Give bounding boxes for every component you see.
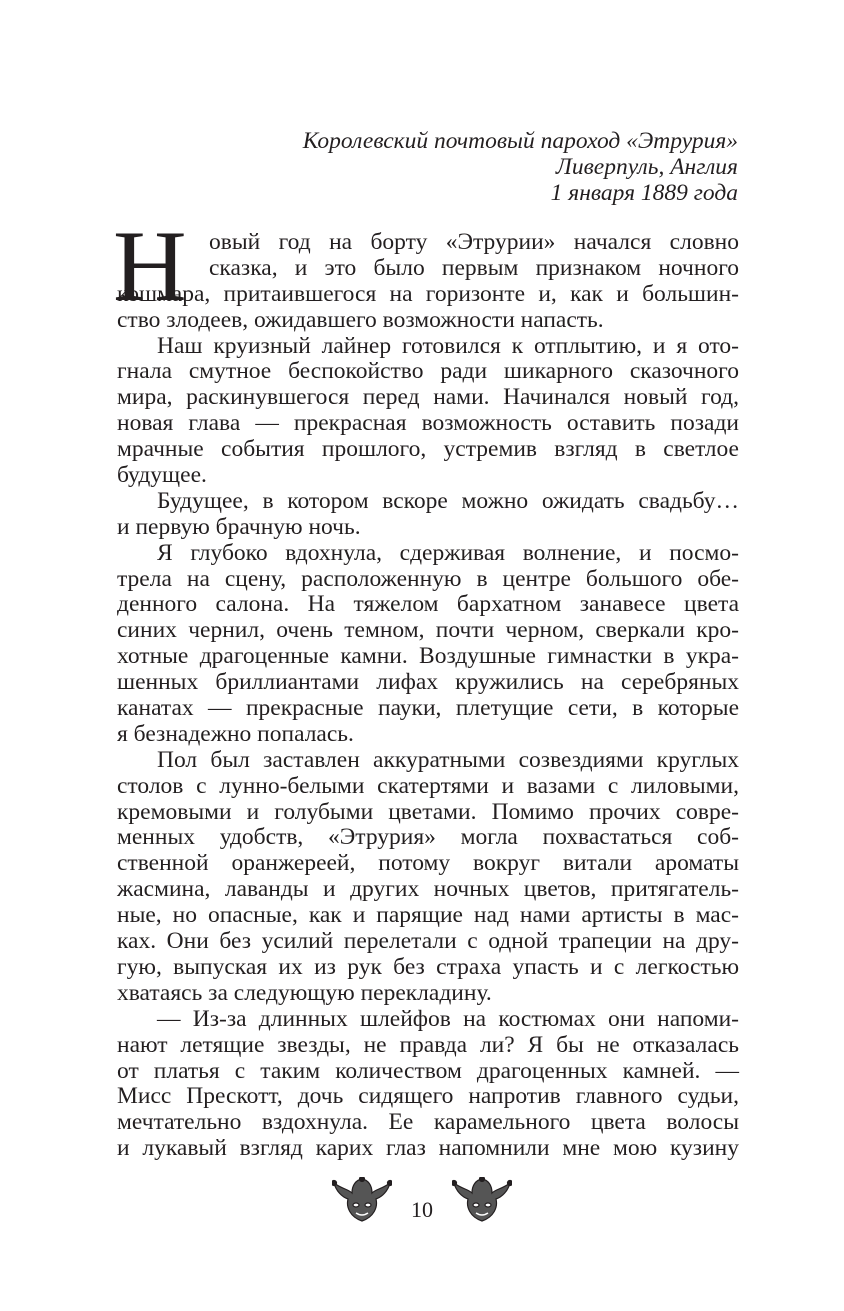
text-line: — Из-за длинных шлейфов на костюмах они напоми-	[157, 1005, 739, 1032]
jester-mask-icon	[452, 1177, 512, 1225]
text-line: гнала смутное беспокойство ради шикарного сказочного	[117, 358, 739, 385]
text-line: Мисс Прескотт, дочь сидящего напротив главного судьи,	[117, 1083, 739, 1110]
text-line: канатах — прекрасные пауки, плетущие сети, в которые	[117, 695, 739, 722]
body-text	[113, 210, 739, 1162]
text-line: мрачные события прошлого, устремив взгляд в светлое	[117, 436, 739, 463]
text-line: мечтательно вздохнула. Ее карамельного цвета волосы	[117, 1109, 739, 1136]
text-line: гую, выпуская их из рук без страха упасть и с легкостью	[117, 953, 739, 980]
heading-date: 1 января 1889 года	[550, 180, 738, 206]
text-line: Пол был заставлен аккуратными созвездиями круглых	[157, 746, 739, 773]
text-line: Я глубоко вдохнула, сдерживая волнение, и посмо-	[157, 539, 739, 566]
text-line: будущее.	[117, 462, 207, 489]
text-line: новая глава — прекрасная возможность оставить позади	[117, 410, 739, 437]
text-line: я безнадежно попалась.	[117, 720, 354, 747]
text-line: хватаясь за следующую перекладину.	[117, 979, 492, 1006]
text-line: ках. Они без усилий перелетали с одной трапеции на дру-	[117, 928, 739, 955]
text-line: и первую брачную ночь.	[117, 513, 361, 540]
text-line: синих чернил, очень темном, почти черном, сверкали кро-	[117, 617, 739, 644]
text-line: ные, но опасные, как и парящие над нами артисты в мас-	[117, 902, 739, 929]
text-line: хотные драгоценные камни. Воздушные гимнастки в укра-	[117, 643, 739, 670]
heading-location-city: Ливерпуль, Англия	[555, 154, 738, 180]
text-line: ство злодеев, ожидавшего возможности напасть.	[117, 306, 604, 333]
text-line: мира, раскинувшегося перед нами. Начинался новый год,	[117, 384, 739, 411]
page-number: 10	[411, 1197, 433, 1222]
text-line: ственной оранжереей, потому вокруг витали ароматы	[117, 850, 739, 877]
chapter-heading	[303, 128, 738, 206]
text-line: кремовыми и голубыми цветами. Помимо прочих совре-	[117, 798, 739, 825]
text-line: менных удобств, «Этрурия» могла похвастаться соб-	[117, 824, 739, 851]
jester-mask-icon	[332, 1177, 392, 1225]
text-line: Будущее, в котором вскоре можно ожидать свадьбу…	[157, 487, 739, 514]
text-line: кошмара, притаившегося на горизонте и, как и большин-	[117, 280, 739, 307]
text-line: сказка, и это было первым признаком ночного	[209, 254, 739, 281]
text-line: столов с лунно-белыми скатертями и вазами с лиловыми,	[117, 772, 739, 799]
text-line: денного салона. На тяжелом бархатном занавесе цвета	[117, 591, 739, 618]
text-line: от платья с таким количеством драгоценных камней. —	[117, 1057, 739, 1084]
text-line: жасмина, лаванды и других ночных цветов, притягатель-	[117, 876, 739, 903]
heading-location-ship: Королевский почтовый пароход «Этрурия»	[302, 128, 738, 154]
text-line: и лукавый взгляд карих глаз напомнили мне мою кузину	[117, 1135, 739, 1162]
text-line: нают летящие звезды, не правда ли? Я бы не отказалась	[117, 1031, 739, 1058]
page-footer	[0, 1175, 844, 1235]
text-line: овый год на борту «Этрурии» начался словно	[209, 229, 739, 255]
drop-cap: Н	[113, 210, 187, 323]
text-line: Наш круизный лайнер готовился к отплытию, и я ото-	[157, 332, 739, 359]
text-line: шенных бриллиантами лифах кружились на серебряных	[117, 669, 739, 696]
text-line: трела на сцену, расположенную в центре большого обе-	[117, 565, 739, 592]
